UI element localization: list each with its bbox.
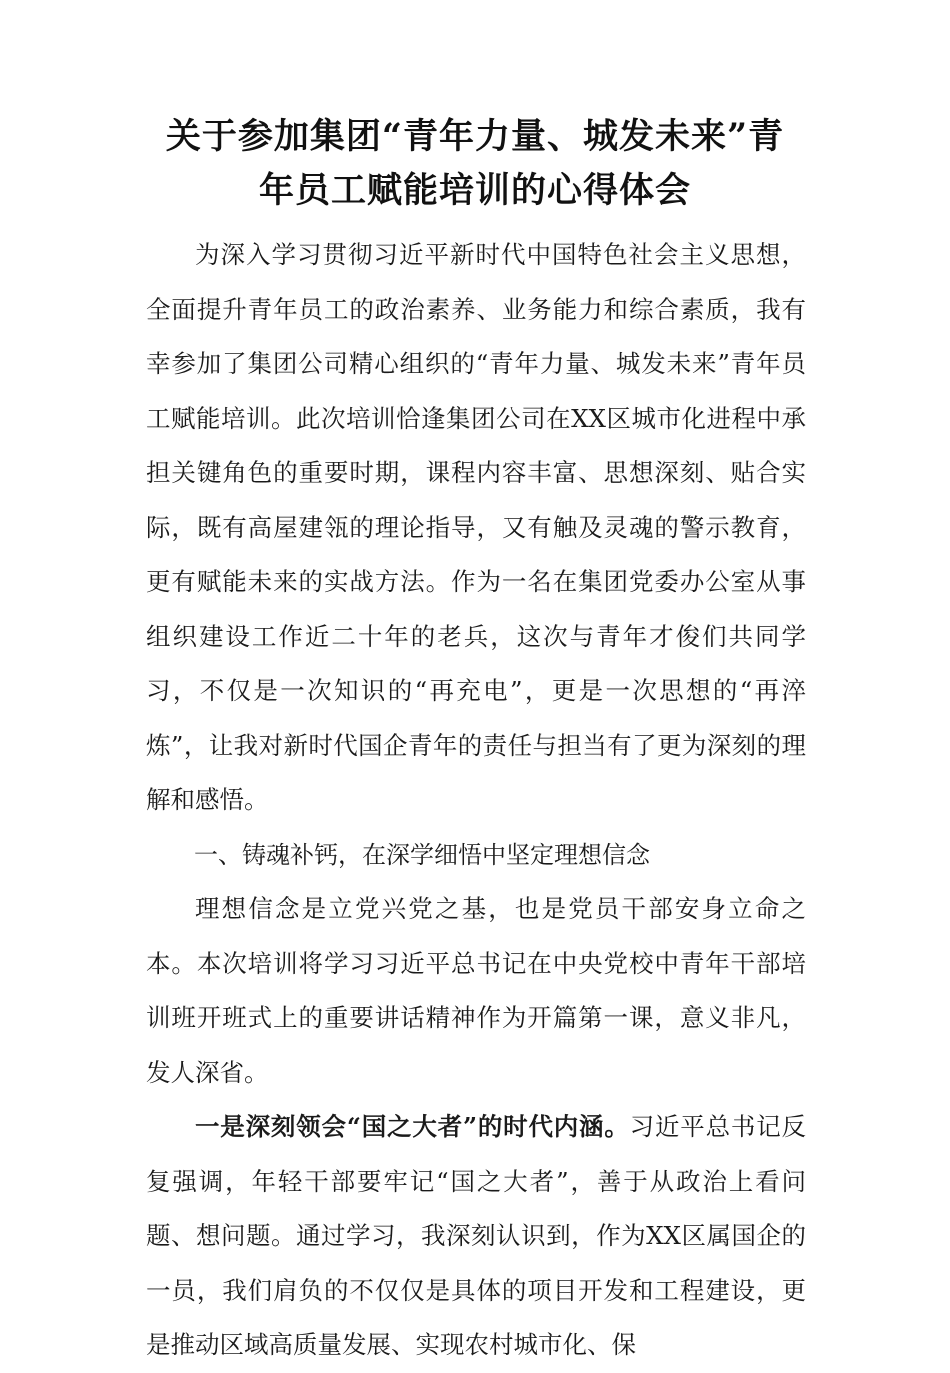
intro-paragraph: 为深入学习贯彻习近平新时代中国特色社会主义思想，全面提升青年员工的政治素养、业务能力和综合素质，我有幸参加了集团公司精心组织的“青年力量、城发未来”青年员工赋能培训。此次培训恰逢集团公司在XX区城市化进程中承担关键角色的重要时期，课程内容丰富、思想深刻、贴合实际，既有高屋建瓴的理论指导，又有触及灵魂的警示教育，更有赋能未来的实战方法。作为一名在集团党委办公室从事组织建设工作近二十年的老兵，这次与青年才俊们共同学习，不仅是一次知识的“再充电”，更是一次思想的“再淬炼”，让我对新时代国企青年的责任与担当有了更为深刻的理解和感悟。 xyxy=(146,240,806,814)
section-1-paragraph: 理想信念是立党兴党之基，也是党员干部安身立命之本。本次培训将学习习近平总书记在中央党校中青年干部培训班开班式上的重要讲话精神作为开篇第一课，意义非凡，发人深省。 xyxy=(146,894,806,1087)
point-1-text: 习近平总书记反复强调，年轻干部要牢记“国之大者”，善于从政治上看问题、想问题。通过学习，我深刻认识到，作为XX区属国企的一员，我们肩负的不仅仅是具体的项目开发和工程建设，更是推动区域高质量发展、实现农村城市化、保 xyxy=(146,1112,806,1359)
title-line-1: 关于参加集团“青年力量、城发未来”青 xyxy=(165,116,785,157)
point-1-paragraph xyxy=(146,1100,806,1373)
section-heading-1: 一、铸魂补钙，在深学细悟中坚定理想信念 xyxy=(194,840,650,869)
document-title xyxy=(130,110,820,218)
title-line-2: 年员工赋能培训的心得体会 xyxy=(258,170,691,211)
point-1-lead: 一是深刻领会“国之大者”的时代内涵。 xyxy=(195,1112,630,1141)
document-body xyxy=(146,228,806,1373)
